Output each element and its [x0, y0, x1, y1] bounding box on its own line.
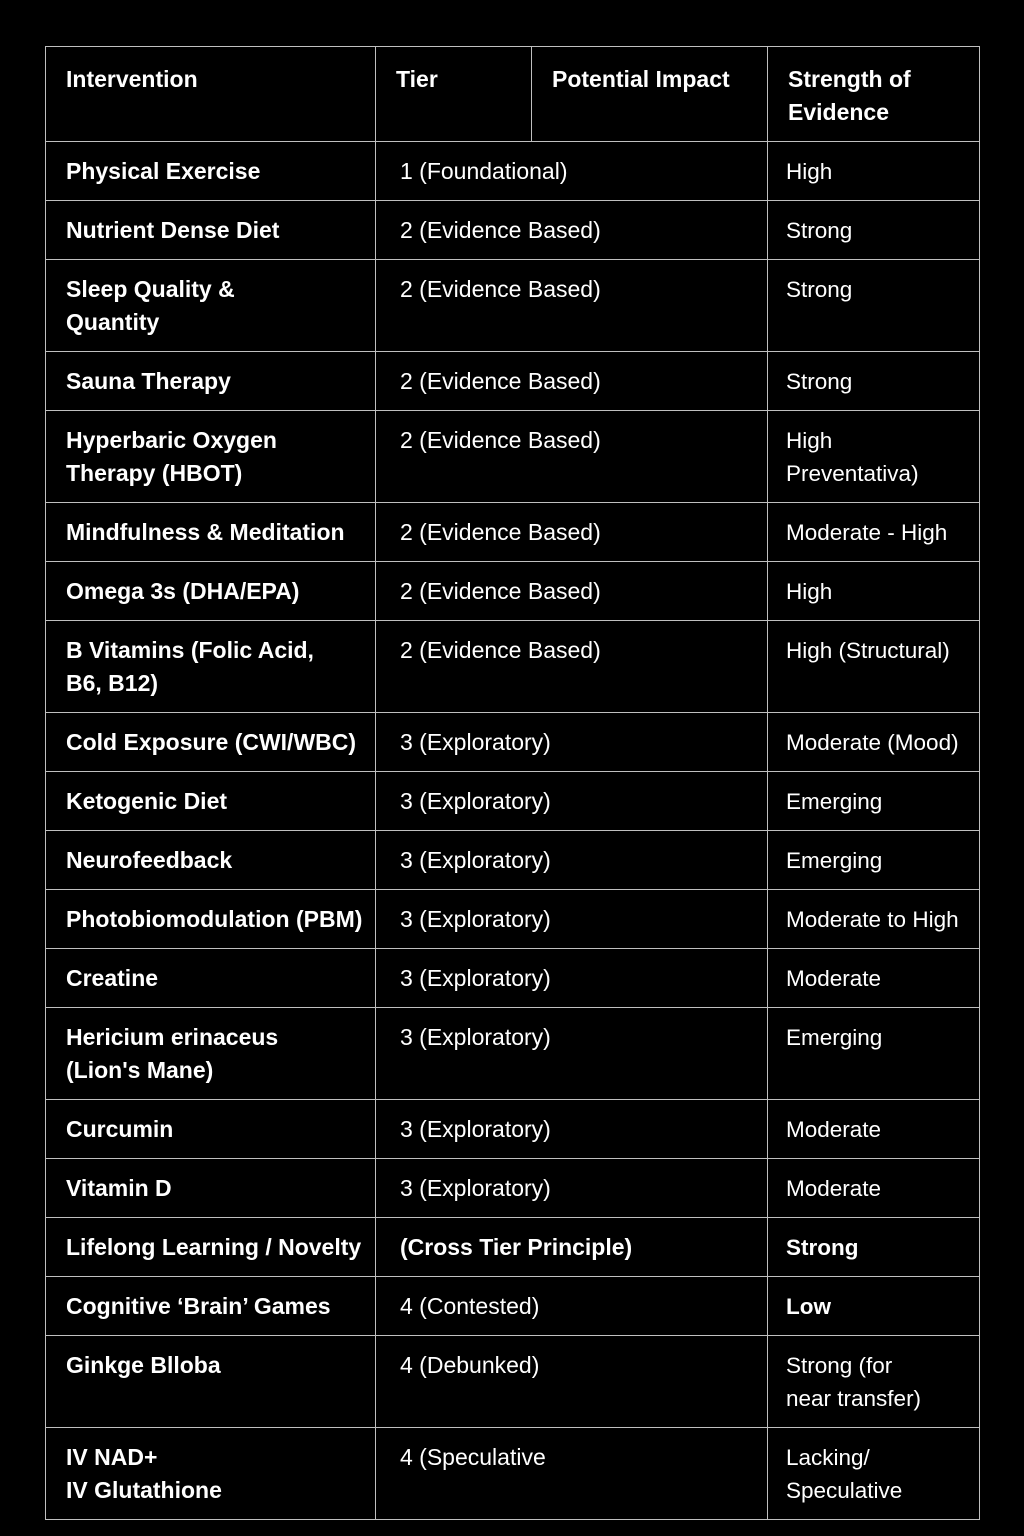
- intervention-cell: Creatine: [46, 949, 376, 1008]
- table-row: [46, 713, 980, 772]
- evidence-cell: Moderate: [768, 949, 980, 1008]
- evidence-cell: Strong: [768, 201, 980, 260]
- tier-cell: 3 (Exploratory): [376, 1100, 768, 1159]
- tier-cell: 2 (Evidence Based): [376, 562, 768, 621]
- intervention-cell: Lifelong Learning / Novelty: [46, 1218, 376, 1277]
- header-strength-of-evidence: Strength of Evidence: [768, 47, 980, 142]
- evidence-cell: High (Structural): [768, 621, 980, 713]
- tier-cell: 2 (Evidence Based): [376, 621, 768, 713]
- table-row: [46, 1218, 980, 1277]
- intervention-cell: Neurofeedback: [46, 831, 376, 890]
- intervention-cell: Photobiomodulation (PBM): [46, 890, 376, 949]
- evidence-cell: Strong (for near transfer): [768, 1336, 980, 1428]
- tier-cell: 4 (Speculative: [376, 1428, 768, 1520]
- table-row: [46, 352, 980, 411]
- intervention-cell: Sleep Quality & Quantity: [46, 260, 376, 352]
- intervention-cell: Ginkge Blloba: [46, 1336, 376, 1428]
- evidence-cell: Emerging: [768, 1008, 980, 1100]
- intervention-cell: Ketogenic Diet: [46, 772, 376, 831]
- tier-cell: 3 (Exploratory): [376, 1159, 768, 1218]
- tier-cell: 4 (Contested): [376, 1277, 768, 1336]
- intervention-cell: IV NAD+ IV Glutathione: [46, 1428, 376, 1520]
- evidence-cell: Moderate - High: [768, 503, 980, 562]
- tier-cell: (Cross Tier Principle): [376, 1218, 768, 1277]
- tier-cell: 3 (Exploratory): [376, 1008, 768, 1100]
- tier-cell: 3 (Exploratory): [376, 949, 768, 1008]
- header-intervention: Intervention: [46, 47, 376, 142]
- intervention-cell: Cognitive ‘Brain’ Games: [46, 1277, 376, 1336]
- evidence-cell: Low: [768, 1277, 980, 1336]
- tier-cell: 3 (Exploratory): [376, 772, 768, 831]
- tier-cell: 1 (Foundational): [376, 142, 768, 201]
- table-row: [46, 142, 980, 201]
- table-row: [46, 411, 980, 503]
- evidence-cell: Strong: [768, 1218, 980, 1277]
- table-row: [46, 772, 980, 831]
- evidence-cell: Moderate: [768, 1159, 980, 1218]
- tier-cell: 2 (Evidence Based): [376, 411, 768, 503]
- evidence-cell: Emerging: [768, 831, 980, 890]
- intervention-cell: Physical Exercise: [46, 142, 376, 201]
- header-tier: Tier: [376, 47, 532, 142]
- table-row: [46, 1277, 980, 1336]
- tier-cell: 2 (Evidence Based): [376, 201, 768, 260]
- table-row: [46, 1008, 980, 1100]
- header-potential-impact: Potential Impact: [532, 47, 768, 142]
- evidence-cell: Strong: [768, 260, 980, 352]
- intervention-cell: B Vitamins (Folic Acid, B6, B12): [46, 621, 376, 713]
- evidence-cell: Strong: [768, 352, 980, 411]
- evidence-cell: Moderate (Mood): [768, 713, 980, 772]
- tier-cell: 3 (Exploratory): [376, 713, 768, 772]
- evidence-cell: Lacking/ Speculative: [768, 1428, 980, 1520]
- evidence-cell: Emerging: [768, 772, 980, 831]
- intervention-cell: Cold Exposure (CWI/WBC): [46, 713, 376, 772]
- table-row: [46, 201, 980, 260]
- table-row: [46, 562, 980, 621]
- table-header-row: [46, 47, 980, 142]
- table-row: [46, 1100, 980, 1159]
- intervention-cell: Curcumin: [46, 1100, 376, 1159]
- table-row: [46, 890, 980, 949]
- tier-cell: 3 (Exploratory): [376, 890, 768, 949]
- intervention-cell: Nutrient Dense Diet: [46, 201, 376, 260]
- table-row: [46, 1159, 980, 1218]
- evidence-cell: High: [768, 562, 980, 621]
- tier-cell: 2 (Evidence Based): [376, 503, 768, 562]
- table-row: [46, 621, 980, 713]
- evidence-cell: Moderate to High: [768, 890, 980, 949]
- tier-cell: 2 (Evidence Based): [376, 260, 768, 352]
- table-row: [46, 1428, 980, 1520]
- table-row: [46, 1336, 980, 1428]
- interventions-table: [45, 46, 980, 1520]
- intervention-cell: Sauna Therapy: [46, 352, 376, 411]
- intervention-cell: Omega 3s (DHA/EPA): [46, 562, 376, 621]
- tier-cell: 3 (Exploratory): [376, 831, 768, 890]
- interventions-table-container: [45, 46, 979, 1520]
- table-row: [46, 831, 980, 890]
- intervention-cell: Vitamin D: [46, 1159, 376, 1218]
- evidence-cell: High: [768, 142, 980, 201]
- tier-cell: 4 (Debunked): [376, 1336, 768, 1428]
- table-row: [46, 503, 980, 562]
- evidence-cell: High Preventativa): [768, 411, 980, 503]
- intervention-cell: Hyperbaric Oxygen Therapy (HBOT): [46, 411, 376, 503]
- intervention-cell: Hericium erinaceus (Lion's Mane): [46, 1008, 376, 1100]
- intervention-cell: Mindfulness & Meditation: [46, 503, 376, 562]
- evidence-cell: Moderate: [768, 1100, 980, 1159]
- table-row: [46, 260, 980, 352]
- table-row: [46, 949, 980, 1008]
- tier-cell: 2 (Evidence Based): [376, 352, 768, 411]
